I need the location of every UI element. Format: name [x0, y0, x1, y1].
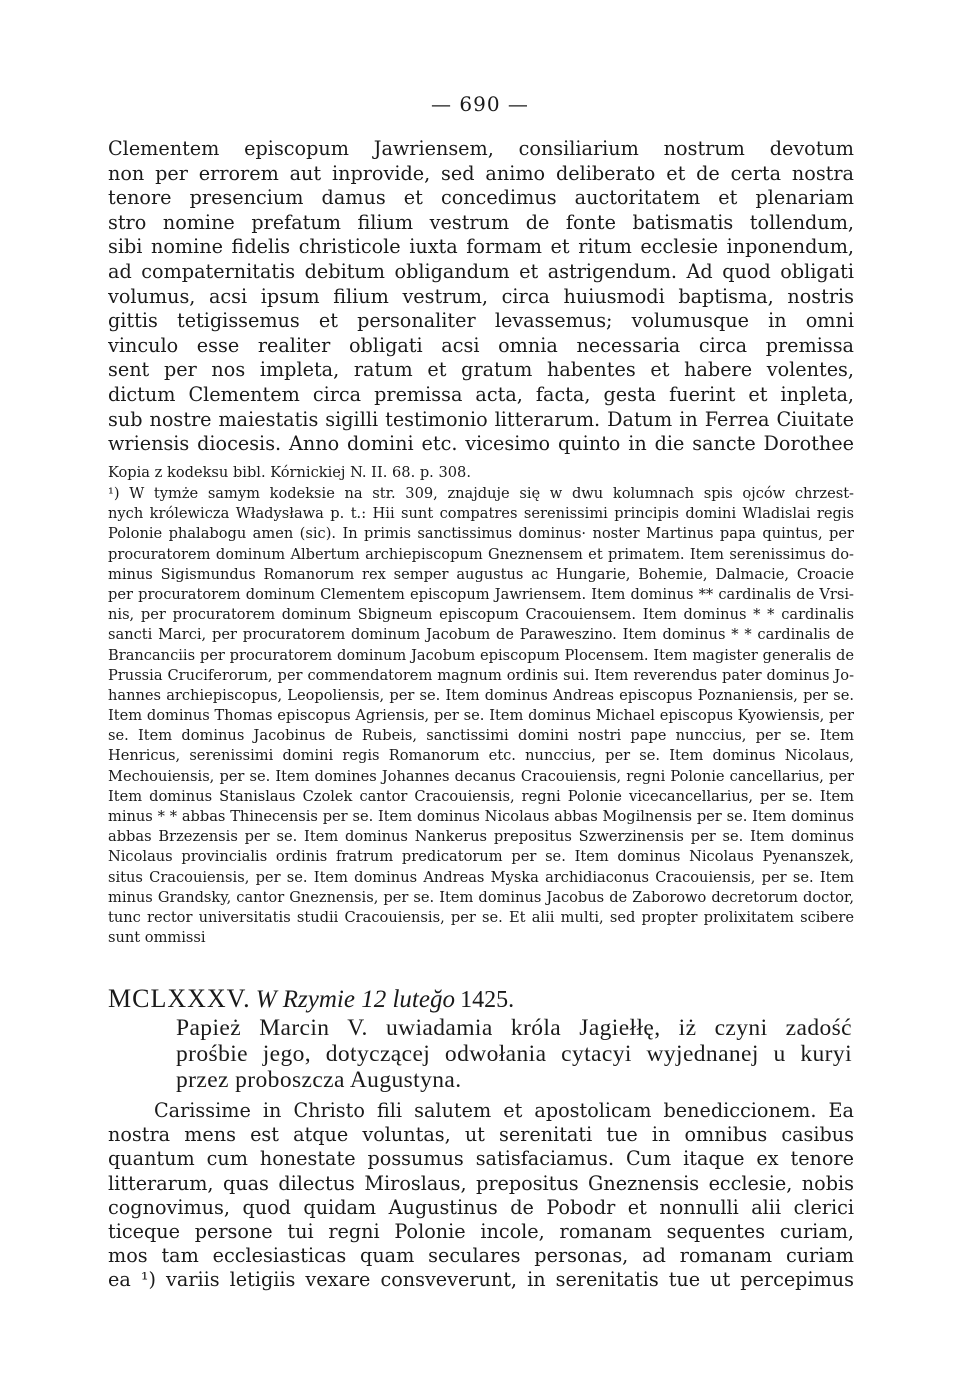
footnote-line: Prussia Cruciferorum, per commendatorem magnum ordinis sui. Item reverendus pater dominus Jo-	[108, 666, 854, 684]
footnote	[108, 484, 854, 948]
letter-text-line: cognovimus, quod quidam Augustinus de Pobodr et nonnulli alii clerici	[108, 1195, 854, 1219]
letter-text-line: quantum cum honestate possumus satisfaciamus. Cum itaque ex tenore	[108, 1147, 854, 1171]
footnote-line: minus Grandsky, cantor Gneznensis, per se. Item dominus Jacobus de Zaborowo decretorum doctor,	[108, 888, 854, 906]
footnote-line: Nicolaus provincialis ordinis fratrum predicatorum per se. Item dominus Nicolaus Pyenanszek,	[108, 848, 854, 866]
footnote-line: minus Sigismundus Romanorum rex semper augustus ac Hungarie, Bohemie, Dalmacie, Croacie	[108, 565, 854, 583]
letter-text-line: Carissime in Christo fili salutem et apostolicam benediccionem. Ea	[154, 1099, 854, 1122]
page-number: — 690 —	[431, 92, 529, 116]
main-text-line: wriensis diocesis. Anno domini etc. vicesimo quinto in die sancte Dorothee	[108, 432, 854, 456]
source-note: Kopia z kodeksu bibl. Kórnickiej N. II. 68. p. 308.	[108, 464, 471, 481]
main-text-line: tenore presencium damus et concedimus auctoritatem et plenariam	[108, 186, 854, 210]
main-text-line: ad compaternitatis debitum obligandum et astrigendum. Ad quod obligati	[108, 259, 854, 283]
footnote-line: nis, per procuratorem dominum Sbigneum episcopum Cracouiensem. Item dominus * * cardinalis	[108, 606, 854, 624]
main-text-line: gittis tetigissemus et personaliter levassemus; volumusque in omni	[108, 309, 854, 333]
main-text-line: dictum Clementem circa premissa acta, facta, gesta fuerint et inpleta,	[108, 382, 854, 406]
footnote-line: Henricus, serenissimi domini regis Romanorum etc. nunccius, per se. Item dominus Nicolaus,	[108, 747, 854, 765]
main-text-line: vinculo esse realiter obligati acsi omnia necessaria circa premissa	[108, 333, 854, 357]
letter-text-line: ticeque persone tui regni Polonie incole, romanam sequentes curiam,	[108, 1219, 854, 1243]
summary-line: Papież Marcin V. uwiadamia króla Jagiełłę, iż czyni zadość	[176, 1015, 852, 1041]
footnote-line: sunt ommissi	[108, 929, 206, 947]
main-text-line: sibi nomine fidelis christicole iuxta formam et ritum ecclesie inponendum,	[108, 235, 854, 259]
main-text-line: stro nomine prefatum filium vestrum de fonte batismatis tollendum,	[108, 210, 854, 234]
main-text-line: volumus, acsi ipsum filium vestrum, circa huiusmodi baptisma, nostris	[108, 284, 854, 308]
footnote-line: nych królewicza Władysława p. t.: Hii sunt compatres serenissimi principis domini Wladislai regis	[108, 505, 854, 523]
footnote-line: minus * * abbas Thinecensis per se. Item dominus Nicolaus abbas Mogilnensis per se. Item dominus	[108, 808, 854, 825]
summary-line: przez proboszcza Augustyna.	[176, 1067, 462, 1093]
footnote-line: procuratorem dominum Albertum archiepiscopum Gneznensem et primatem. Item serenissimus do-	[108, 545, 854, 563]
document-place-date: W Rzymie 12 luteğo	[255, 986, 455, 1013]
footnote-line: per procuratorem dominum Clementem episcopum Jawriensem. Item dominus ** cardinalis de Vrsi-	[108, 585, 854, 603]
footnote-line: hannes archiepiscopus, Leopoliensis, per se. Item dominus Andreas episcopus Poznaniensis, per se.	[108, 686, 854, 704]
footnote-line: se. Item dominus Jacobinus de Rubeis, sanctissimi domini nostri pape nunccius, per se. Item	[108, 727, 854, 745]
footnote-line: Polonie phalabogu amen (sic). In primis sanctissimus dominus· noster Martinus papa quintus, per	[108, 525, 854, 543]
letter-text-line: nostra mens est atque voluntas, ut serenitati tue in omnibus casibus	[108, 1123, 854, 1147]
footnote-line: ¹) W tymże samym kodeksie na str. 309, znajduje się w dwu kolumnach spis ojców chrzest-	[108, 485, 854, 502]
summary-line: prośbie jego, dotyczącej odwołania cytacyi wyjednanej u kuryi	[176, 1041, 852, 1067]
main-text-line: non per errorem aut inprovide, sed animo deliberato et de certa nostra	[108, 161, 854, 185]
footnote-line: situs Cracouiensis, per se. Item dominus Andreas Myska archidiaconus Cracouiensis, per se. Item	[108, 868, 854, 886]
footnote-line: Item dominus Stanislaus Czolek cantor Cracouiensis, regni Polonie vicecancellarius, per se. Item	[108, 787, 854, 805]
document-year: 1425.	[460, 987, 515, 1013]
main-text-line: sub nostre maiestatis sigilli testimonio litterarum. Datum in Ferrea Ciuitate	[108, 407, 854, 431]
letter-text	[108, 1099, 854, 1293]
document-summary	[176, 1015, 852, 1093]
footnote-line: abbas Brzezensis per se. Item dominus Nankerus prepositus Szwerzinensis per se. Item dominus	[108, 828, 854, 846]
letter-text-line: mos tam ecclesiasticas quam seculares personas, ad romanam curiam	[108, 1244, 854, 1268]
letter-text-line: ea ¹) variis letigiis vexare consveverunt, in serenitatis tue ut percepimus	[108, 1268, 854, 1292]
footnote-line: Item dominus Thomas episcopus Agriensis, per se. Item dominus Michael episcopus Kyowiensis, per	[108, 707, 854, 725]
main-text-line: Clementem episcopum Jawriensem, consiliarium nostrum devotum	[108, 137, 854, 160]
footnote-line: tunc rector universitatis studii Cracouiensis, per se. Et alii multi, sed propter prolixitatem scibere	[108, 908, 854, 926]
footnote-line: Mechouiensis, per se. Item domines Johannes decanus Cracouiensis, regni Polonie cancellarius, per	[108, 767, 854, 785]
footnote-line: sancti Marci, per procuratorem dominum Jacobum de Paraweszino. Item dominus * * cardinalis de	[108, 626, 854, 644]
main-text	[108, 137, 854, 457]
document-number: MCLXXXV.	[108, 984, 251, 1013]
footnote-line: Brancanciis per procuratorem dominum Jacobum episcopum Plocensem. Item magister generalis de	[108, 646, 854, 664]
letter-text-line: litterarum, quas dilectus Miroslaus, prepositus Gneznensis ecclesie, nobis	[108, 1171, 854, 1195]
document-heading	[108, 984, 854, 1014]
main-text-line: sent per nos impleta, ratum et gratum habentes et habere volentes,	[108, 358, 854, 382]
